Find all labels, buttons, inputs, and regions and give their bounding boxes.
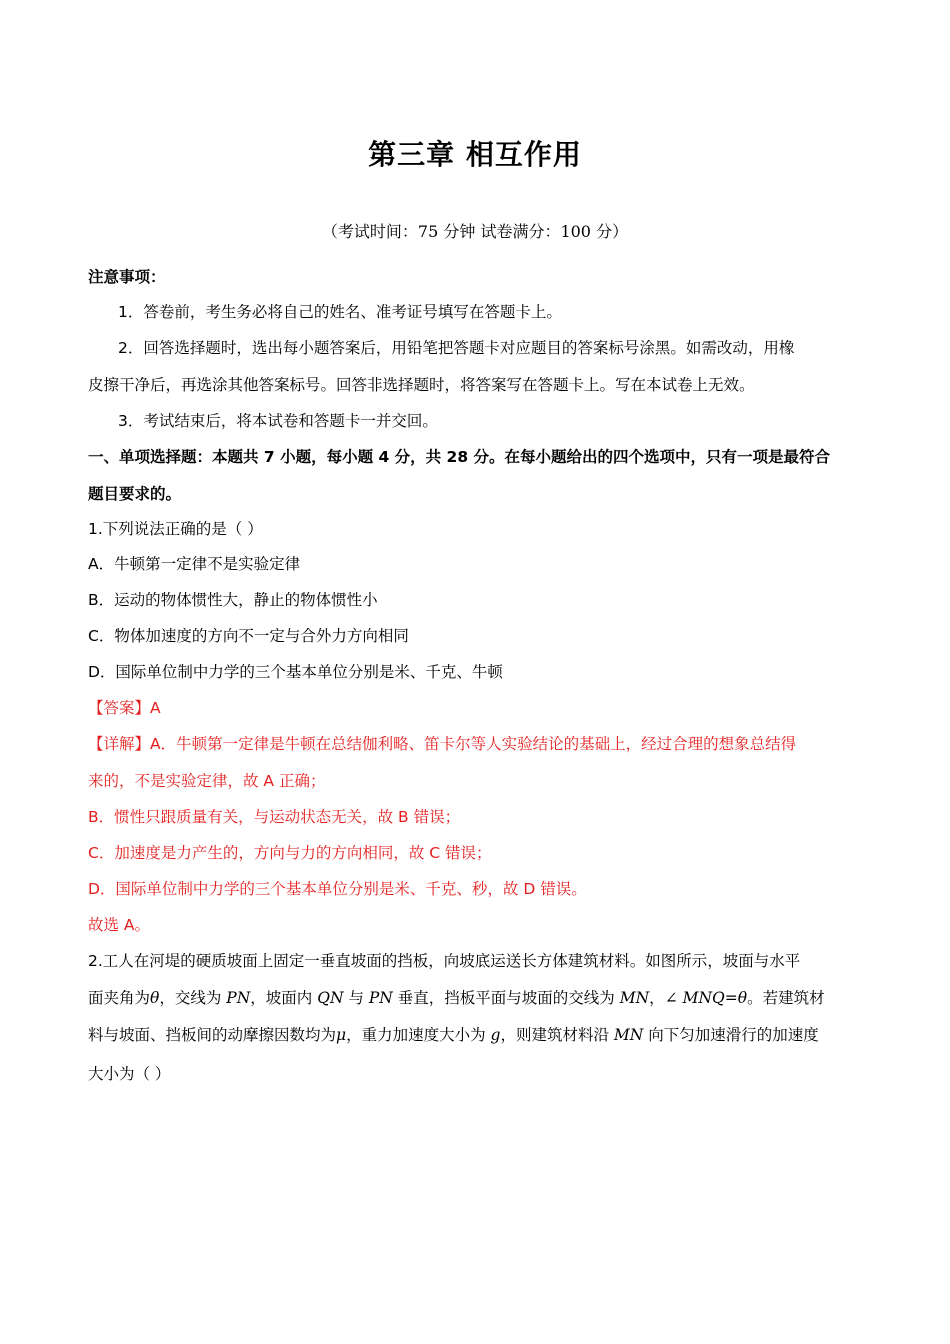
question-1-explain-line-3: B．惯性只跟质量有关，与运动状态无关，故 B 错误； xyxy=(88,808,461,826)
q2-text: ，交线为 xyxy=(159,989,227,1007)
question-1-stem: 1.下列说法正确的是（ ） xyxy=(88,520,263,538)
question-1-answer: 【答案】A xyxy=(88,699,161,717)
question-2-line-4: 大小为（ ） xyxy=(88,1065,171,1083)
q2-text: ，重力加速度大小为 xyxy=(346,1026,491,1044)
section-heading-line-2: 题目要求的。 xyxy=(88,485,182,503)
question-1-option-d: D．国际单位制中力学的三个基本单位分别是米、千克、牛顿 xyxy=(88,663,503,681)
q2-text: 。若建筑材 xyxy=(747,989,825,1007)
question-1-explain-line-1: 【详解】A．牛顿第一定律是牛顿在总结伽利略、笛卡尔等人实验结论的基础上，经过合理的想象总结得 xyxy=(88,735,797,753)
q2-text: 垂直，挡板平面与坡面的交线为 xyxy=(392,989,620,1007)
q2-text: ， xyxy=(649,989,665,1007)
note-item-2-line-1: 2．回答选择题时，选出每小题答案后，用铅笔把答题卡对应题目的答案标号涂黑。如需改动，用橡 xyxy=(118,339,795,357)
g-symbol: g xyxy=(490,1026,501,1044)
exam-info: （考试时间：75 分钟 试卷满分：100 分） xyxy=(321,222,629,241)
line-qn: QN xyxy=(317,989,344,1007)
notes-heading: 注意事项： xyxy=(88,268,166,286)
section-heading-line-1: 一、单项选择题：本题共 7 小题，每小题 4 分，共 28 分。在每小题给出的四个选项中，只有一项是最符合 xyxy=(88,448,831,466)
question-1-explain-line-5: D．国际单位制中力学的三个基本单位分别是米、千克、秒，故 D 错误。 xyxy=(88,880,587,898)
q2-text: 与 xyxy=(343,989,369,1007)
q2-text: 料与坡面、挡板间的动摩擦因数均为 xyxy=(88,1026,337,1044)
question-1-option-a: A．牛顿第一定律不是实验定律 xyxy=(88,555,301,573)
q2-text: ，坡面内 xyxy=(250,989,318,1007)
q2-text: 面夹角为 xyxy=(88,989,151,1007)
line-pn: PN xyxy=(226,989,251,1007)
question-2-line-3 xyxy=(88,1024,868,1046)
line-pn: PN xyxy=(368,989,393,1007)
note-item-2-line-2: 皮擦干净后，再选涂其他答案标号。回答非选择题时，将答案写在答题卡上。写在本试卷上无效。 xyxy=(88,376,755,394)
q2-text: 向下匀加速滑行的加速度 xyxy=(643,1026,819,1044)
question-1-explain-line-4: C．加速度是力产生的，方向与力的方向相同，故 C 错误； xyxy=(88,844,492,862)
theta-symbol: θ xyxy=(150,989,160,1007)
question-2-line-1: 2.工人在河堤的硬质坡面上固定一垂直坡面的挡板，向坡底运送长方体建筑材料。如图所示，坡面与水平 xyxy=(88,952,801,970)
chapter-title: 第三章 相互作用 xyxy=(368,138,582,171)
line-mn: MN xyxy=(613,1026,644,1044)
note-item-1: 1．答卷前，考生务必将自己的姓名、准考证号填写在答题卡上。 xyxy=(118,303,562,321)
mu-symbol: μ xyxy=(336,1026,347,1044)
line-mn: MN xyxy=(619,989,650,1007)
angle-mnq-expression: ∠ MNQ=θ xyxy=(664,989,748,1007)
question-2-line-2 xyxy=(88,987,868,1009)
question-1-explain-line-2: 来的，不是实验定律，故 A 正确； xyxy=(88,772,326,790)
note-item-3: 3．考试结束后，将本试卷和答题卡一并交回。 xyxy=(118,412,438,430)
q2-text: ，则建筑材料沿 xyxy=(500,1026,614,1044)
question-1-option-c: C．物体加速度的方向不一定与合外力方向相同 xyxy=(88,627,409,645)
question-1-option-b: B．运动的物体惯性大，静止的物体惯性小 xyxy=(88,591,378,609)
question-1-conclusion: 故选 A。 xyxy=(88,916,151,934)
